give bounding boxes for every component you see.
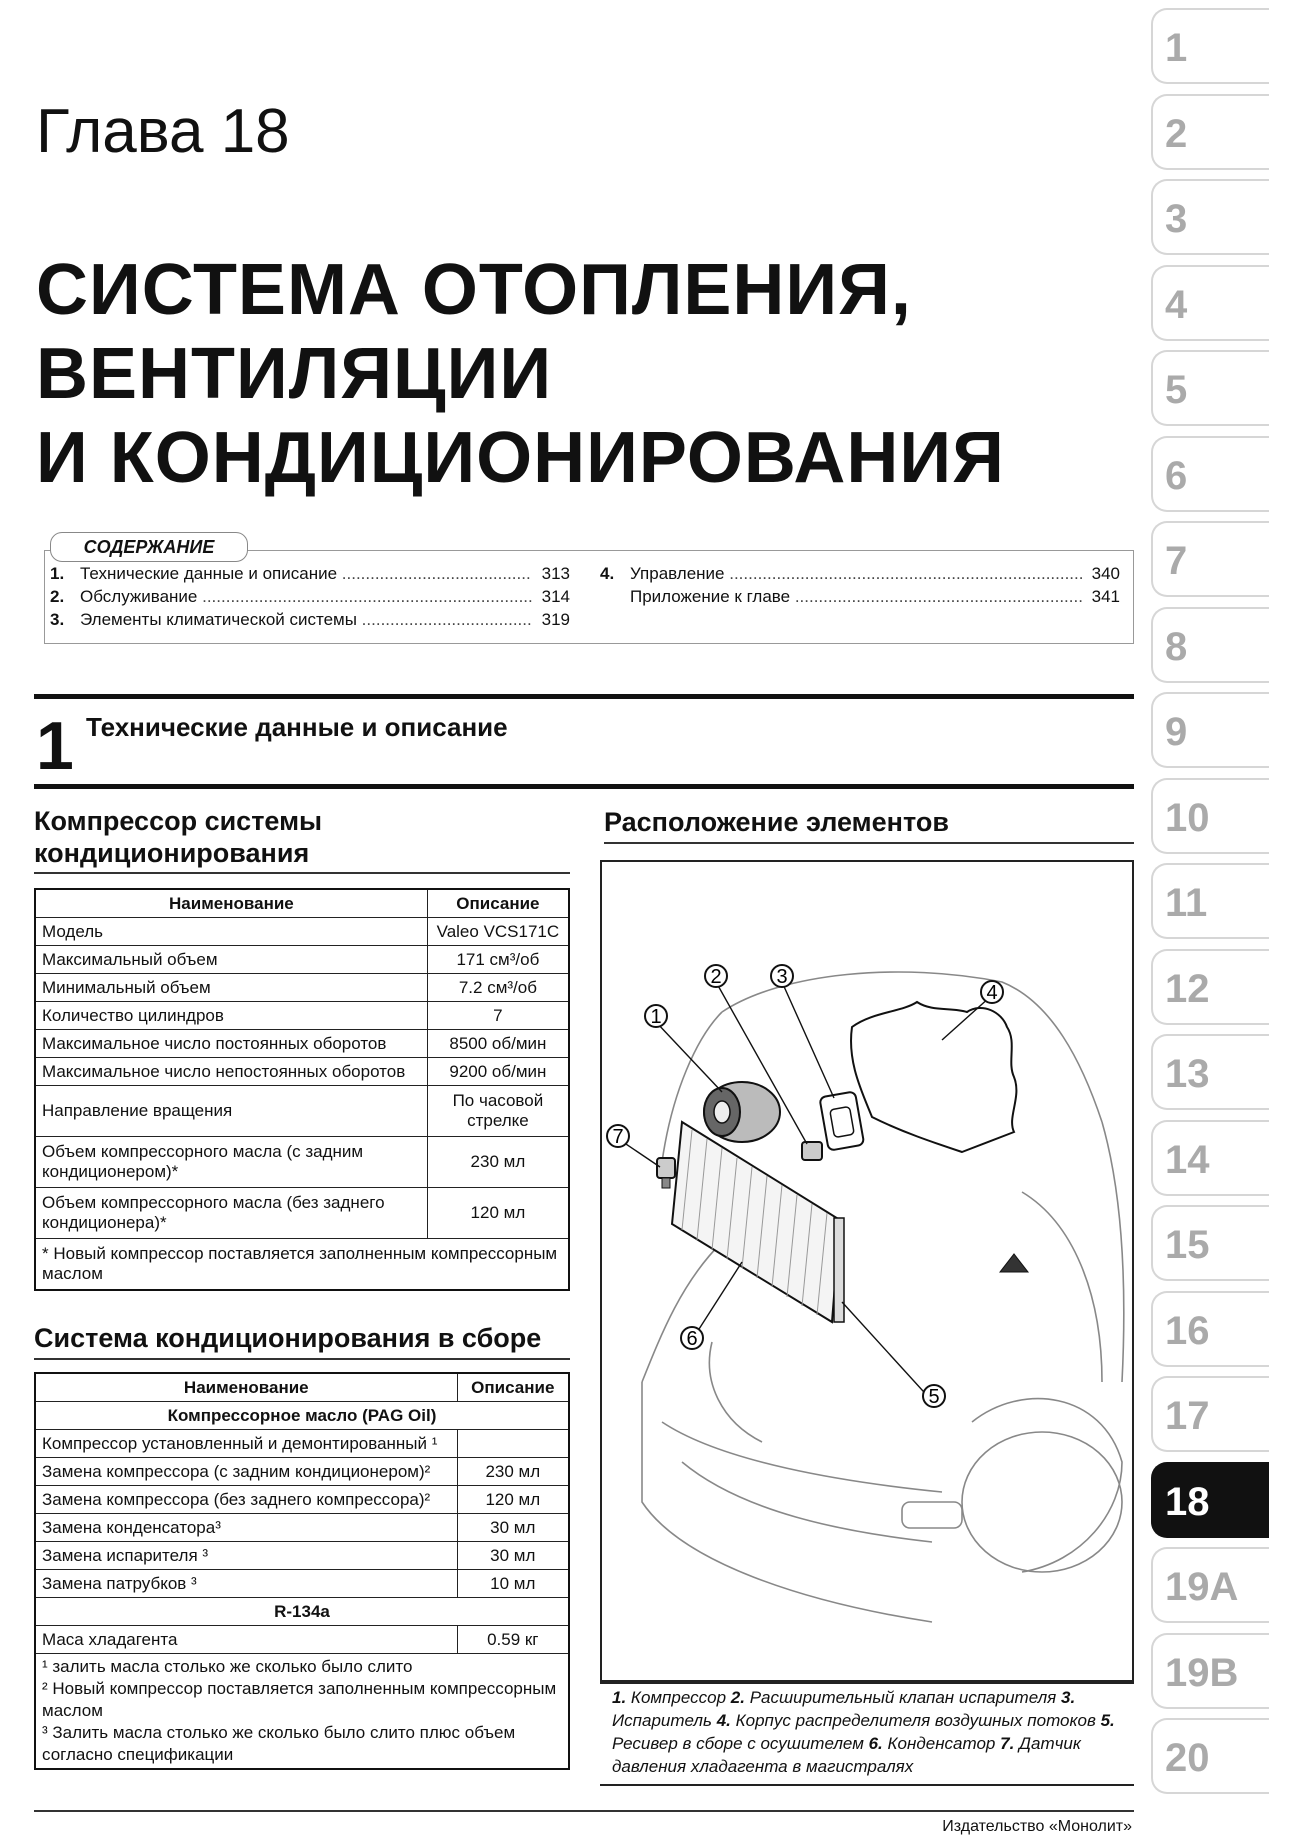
svg-text:5: 5 [928, 1386, 940, 1408]
svg-text:3: 3 [776, 966, 788, 988]
table-row: Замена конденсатора³ 30 мл [35, 1514, 569, 1542]
callout-6 [681, 1327, 703, 1350]
chapter-tab-19b[interactable]: 19B [1151, 1633, 1269, 1709]
toc-item[interactable]: 3. Элементы климатической системы ..... 319 [50, 608, 570, 631]
assembly-table [34, 1372, 570, 1770]
table-header-row: Наименование Описание [35, 1373, 569, 1402]
table-row: Замена компрессора (без заднего компрессора)² 120 мл [35, 1486, 569, 1514]
toc-item[interactable]: 1. Технические данные и описание ..... 313 [50, 562, 570, 585]
toc-right-column [600, 562, 1120, 608]
chapter-tab-6[interactable]: 6 [1151, 436, 1269, 512]
caption-top-rule [600, 1680, 1134, 1682]
footer-rule [34, 1810, 1134, 1812]
section-title: Технические данные и описание [86, 712, 508, 742]
chapter-tab-15[interactable]: 15 [1151, 1205, 1269, 1281]
compressor-heading: Компрессор системы кондиционирования [34, 806, 323, 868]
compressor-table [34, 888, 570, 1291]
table-row: Максимальное число непостоянных оборотов 9200 об/мин [35, 1058, 569, 1086]
expansion-valve-drawing [802, 1142, 822, 1160]
chapter-tab-5[interactable]: 5 [1151, 350, 1269, 426]
chapter-tab-3[interactable]: 3 [1151, 179, 1269, 255]
chapter-tab-10[interactable]: 10 [1151, 778, 1269, 854]
table-row: Объем компрессорного масла (без заднего кондиционера)* 120 мл [35, 1188, 569, 1239]
compressor-heading-rule [34, 872, 570, 874]
chapter-tab-8[interactable]: 8 [1151, 607, 1269, 683]
chapter-tab-14[interactable]: 14 [1151, 1120, 1269, 1196]
table-header-row: Наименование Описание [35, 889, 569, 918]
chapter-tab-17[interactable]: 17 [1151, 1376, 1269, 1452]
callout-5 [923, 1385, 945, 1408]
table-row: Количество цилиндров 7 [35, 1002, 569, 1030]
callout-2 [705, 965, 727, 988]
caption-bottom-rule [600, 1784, 1134, 1786]
toc-item[interactable]: 2. Обслуживание ..... 314 [50, 585, 570, 608]
callout-7 [607, 1125, 629, 1148]
warning-triangle-icon [1000, 1254, 1028, 1272]
pressure-sensor-drawing [657, 1158, 675, 1188]
chapter-tab-7[interactable]: 7 [1151, 521, 1269, 597]
chapter-tab-4[interactable]: 4 [1151, 265, 1269, 341]
assembly-heading: Система кондиционирования в сборе [34, 1323, 542, 1353]
table-row: Направление вращения По часовой стрелке [35, 1086, 569, 1137]
title-line-3: И КОНДИЦИОНИРОВАНИЯ [36, 418, 1005, 498]
callout-1 [645, 1005, 667, 1028]
chapter-tab-11[interactable]: 11 [1151, 863, 1269, 939]
chapter-tab-20[interactable]: 20 [1151, 1718, 1269, 1794]
table-group-row: R-134a [35, 1598, 569, 1626]
svg-text:1: 1 [650, 1006, 662, 1028]
table-row: Замена компрессора (с задним кондиционером)² 230 мл [35, 1458, 569, 1486]
section-rule-top [34, 694, 1134, 699]
publisher-label: Издательство «Монолит» [942, 1818, 1132, 1835]
toc-item[interactable]: 4. Управление ..... 340 [600, 562, 1120, 585]
svg-text:6: 6 [686, 1328, 698, 1350]
diagram-frame [600, 860, 1134, 1684]
compressor-drawing [704, 1082, 780, 1142]
chapter-tab-19a[interactable]: 19A [1151, 1547, 1269, 1623]
table-row: Замена патрубков ³ 10 мл [35, 1570, 569, 1598]
chapter-tab-12[interactable]: 12 [1151, 949, 1269, 1025]
chapter-tab-1[interactable]: 1 [1151, 8, 1269, 84]
table-row: Максимальный объем 171 см³/об [35, 946, 569, 974]
toc-item[interactable]: Приложение к главе ..... 341 [600, 585, 1120, 608]
table-row: Маса хладагента 0.59 кг [35, 1626, 569, 1654]
table-row: Замена испарителя ³ 30 мл [35, 1542, 569, 1570]
chapter-title [36, 248, 1005, 500]
air-distributor-housing [851, 1002, 1016, 1152]
title-line-2: ВЕНТИЛЯЦИИ [36, 334, 553, 414]
table-note-row: ¹ залить масла столько же сколько было слито ² Новый компрессор поставляется заполненным компрессорным маслом ³ Залить масла столько же сколько было слито плюс объем согласно спецификации [35, 1654, 569, 1770]
table-group-row: Компрессорное масло (PAG Oil) [35, 1402, 569, 1430]
callout-4 [981, 981, 1003, 1004]
table-row: Компрессор установленный и демонтированный ¹ [35, 1430, 569, 1458]
svg-text:7: 7 [612, 1126, 624, 1148]
table-row: Объем компрессорного масла (с задним кондиционером)* 230 мл [35, 1137, 569, 1188]
chapter-tab-18[interactable]: 18 [1151, 1462, 1269, 1538]
evaporator-drawing [819, 1091, 864, 1150]
table-row: Модель Valeo VCS171C [35, 918, 569, 946]
svg-text:2: 2 [710, 966, 722, 988]
table-row: Минимальный объем 7.2 см³/об [35, 974, 569, 1002]
svg-text:4: 4 [986, 982, 998, 1004]
chapter-tab-2[interactable]: 2 [1151, 94, 1269, 170]
callout-3 [771, 965, 793, 988]
chapter-tab-13[interactable]: 13 [1151, 1034, 1269, 1110]
toc-left-column [50, 562, 570, 631]
chapter-label: Глава 18 [36, 97, 290, 166]
chapter-tab-9[interactable]: 9 [1151, 692, 1269, 768]
layout-heading-rule [604, 842, 1134, 844]
table-row: Максимальное число постоянных оборотов 8500 об/мин [35, 1030, 569, 1058]
toc-label: СОДЕРЖАНИЕ [50, 532, 248, 562]
table-note-row: * Новый компрессор поставляется заполненным компрессорным маслом [35, 1239, 569, 1291]
section-rule-bottom [34, 784, 1134, 789]
engine-bay-diagram [602, 862, 1132, 1682]
chapter-tab-16[interactable]: 16 [1151, 1291, 1269, 1367]
assembly-heading-rule [34, 1358, 570, 1360]
section-number: 1 [36, 708, 74, 784]
layout-heading: Расположение элементов [604, 807, 949, 837]
diagram-caption: 1. Компрессор 2. Расширительный клапан испарителя 3. Испаритель 4. Корпус распределителя воздушных потоков 5. Ресивер в сборе с осушителем 6. Конденсатор 7. Датчик давления хладагента в магистралях [612, 1688, 1115, 1776]
title-line-1: СИСТЕМА ОТОПЛЕНИЯ, [36, 250, 912, 330]
